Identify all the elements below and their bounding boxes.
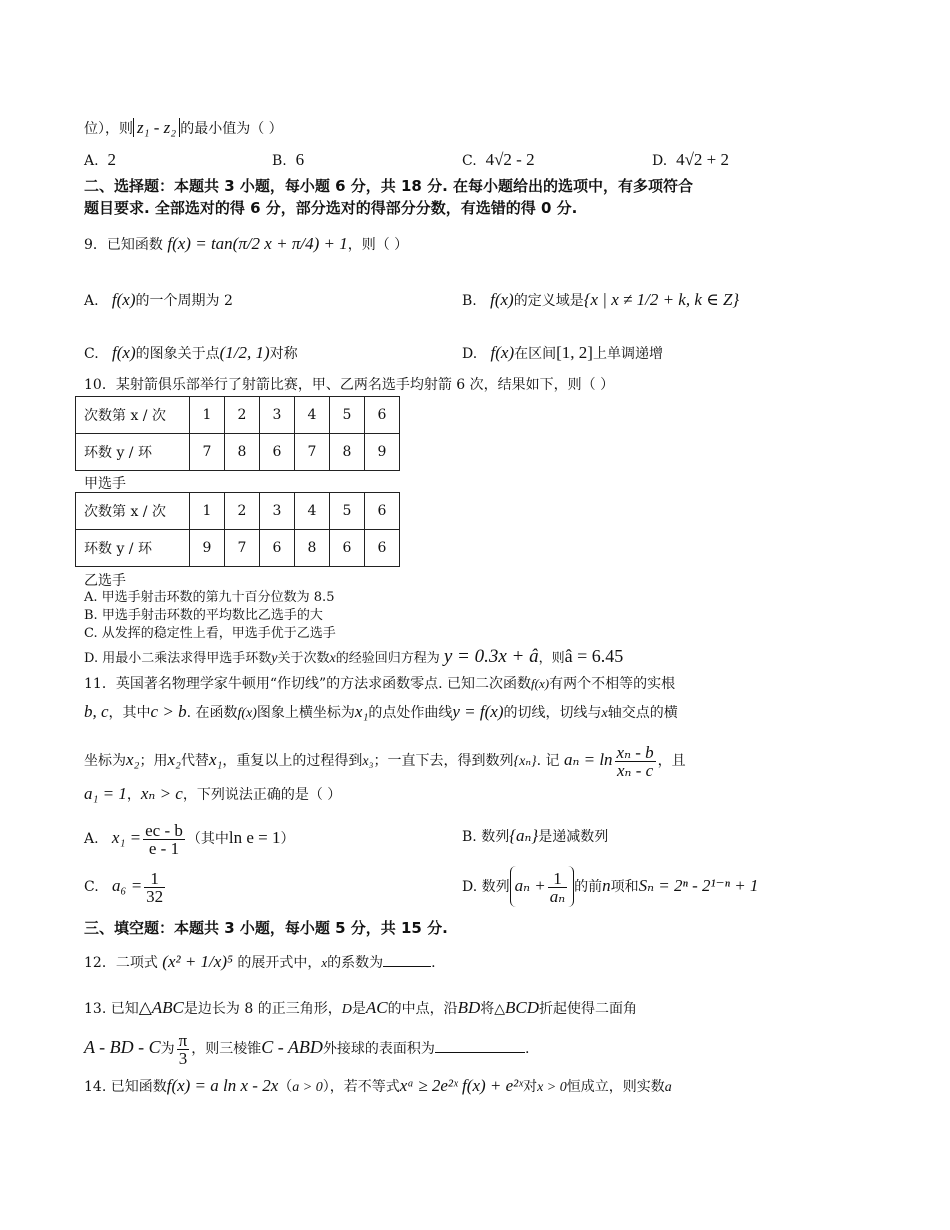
q8-option-b: B. 6 [272,150,305,169]
q11-line1: 11．英国著名物理学家牛顿用“作切线”的方法求函数零点. 已知二次函数f(x)有两个不相等的实根 [84,676,676,692]
q11-option-a: A. x₁ = $\frac{ec - b}{e - 1}$ （其中ln e = 1） [84,820,295,858]
q9-stem: 9．已知函数 f(x) = tan(π/2 x + π/4) + 1，则（ ） [84,234,409,253]
sequence-braces: aₙ + $\frac{1}{\text{aₙ}}$ [510,866,575,907]
q13-line1: 13. 已知△ABC是边长为 8 的正三角形，D是AC的中点，沿BD将△BCD折起使得二面角 [84,998,638,1017]
binomial-expression: (x² + 1/x)⁵ [162,952,233,971]
table-row: 次数第 x / 次 1 2 3 4 5 6 [76,493,400,530]
fraction: $\frac{\text{xₙ - b}}{\text{xₙ - c}}$ [616,742,654,780]
q8-option-d: D. 4√2 + 2 [652,150,730,169]
q14-stem: 14. 已知函数f(x) = a ln x - 2x（a > 0），若不等式xᵃ ≥ 2e²ˣ f(x) + e²ˣ对x > 0恒成立，则实数a [84,1076,672,1095]
fraction: $\frac{ec - b}{e - 1}$ [145,820,183,858]
table-row: 次数第 x / 次 1 2 3 4 5 6 [76,397,400,434]
table-row: 环数 y / 环 9 7 6 8 6 6 [76,530,400,567]
jia-score-table [75,396,400,471]
jia-caption: 甲选手 [84,476,126,492]
answer-blank[interactable] [435,1038,525,1053]
q9-option-c: C. f(x)的图象关于点(1/2, 1)对称 [84,343,298,362]
q11-option-b: B. 数列{aₙ}是递减数列 [462,826,609,845]
table-row: 环数 y / 环 7 8 6 7 8 9 [76,434,400,471]
abs-expression: z₁ - z₂ [133,118,180,137]
section2-heading-line2: 题目要求. 全部选对的得 6 分，部分选对的得部分分数，有选错的得 0 分. [84,199,578,217]
fraction: $\frac{\pi}{3}$ [178,1030,188,1068]
q11-option-d: D. 数列 aₙ + $\frac{1}{\text{aₙ}}$ 的前n项和Sₙ = 2ⁿ - 2¹⁻ⁿ + 1 [462,866,758,907]
q8-option-a: A. 2 [84,150,116,169]
q10-option-c: C. 从发挥的稳定性上看，甲选手优于乙选手 [84,626,336,641]
q9-option-b: B. f(x)的定义域是{x | x ≠ 1/2 + k, k ∈ Z} [462,290,740,309]
q8-stem: 位），则 z₁ - z₂ 的最小值为（ ） [84,118,283,137]
section2-heading-line1: 二、选择题：本题共 3 小题，每小题 6 分，共 18 分. 在每小题给出的选项中，有多项符合 [84,177,694,195]
section3-heading: 三、填空题：本题共 3 小题，每小题 5 分，共 15 分. [84,919,448,937]
q8-option-c: C. 4√2 - 2 [462,150,535,169]
q10-option-b: B. 甲选手射击环数的平均数比乙选手的大 [84,608,323,623]
q9-function: f(x) = tan(π/2 x + π/4) + 1 [167,234,348,253]
q10-option-a: A. 甲选手射击环数的第九十百分位数为 8.5 [84,590,335,605]
q12-stem: 12．二项式 (x² + 1/x)⁵ 的展开式中，x的系数为 . [84,952,436,971]
fraction: $\frac{1}{32}$ [146,868,164,906]
q10-stem: 10．某射箭俱乐部举行了射箭比赛，甲、乙两名选手均射箭 6 次，结果如下，则（ ） [84,377,615,393]
q11-line4: a₁ = 1，xₙ > c，下列说法正确的是（ ） [84,784,342,803]
q10-option-d: D. 用最小二乘法求得甲选手环数y关于次数x的经验回归方程为 y = 0.3x + â，则â = 6.45 [84,646,624,667]
yi-caption: 乙选手 [84,573,126,589]
answer-blank[interactable] [383,952,431,967]
q9-option-d: D. f(x)在区间[1, 2]上单调递增 [462,343,663,362]
q9-option-a: A. f(x)的一个周期为 2 [84,290,233,309]
fraction: $\frac{1}{\text{aₙ}}$ [549,868,566,906]
q11-line3: 坐标为x₂；用x₂代替x₁，重复以上的过程得到x₃；一直下去，得到数列{xₙ}. 记 aₙ = ln $\frac{\text{xₙ - b}}{\text{xₙ - c}}$ ，且 [84,742,686,780]
q11-line2: b, c，其中c > b. 在函数f(x)图象上横坐标为x₁的点处作曲线y = f(x)的切线，切线与x轴交点的横 [84,702,678,721]
q11-option-c: C. a₆ = $\frac{1}{32}$ [84,868,164,906]
yi-score-table [75,492,400,567]
q13-line2: A - BD - C为 $\frac{\pi}{3}$ ，则三棱锥C - ABD外接球的表面积为 . [84,1030,530,1068]
